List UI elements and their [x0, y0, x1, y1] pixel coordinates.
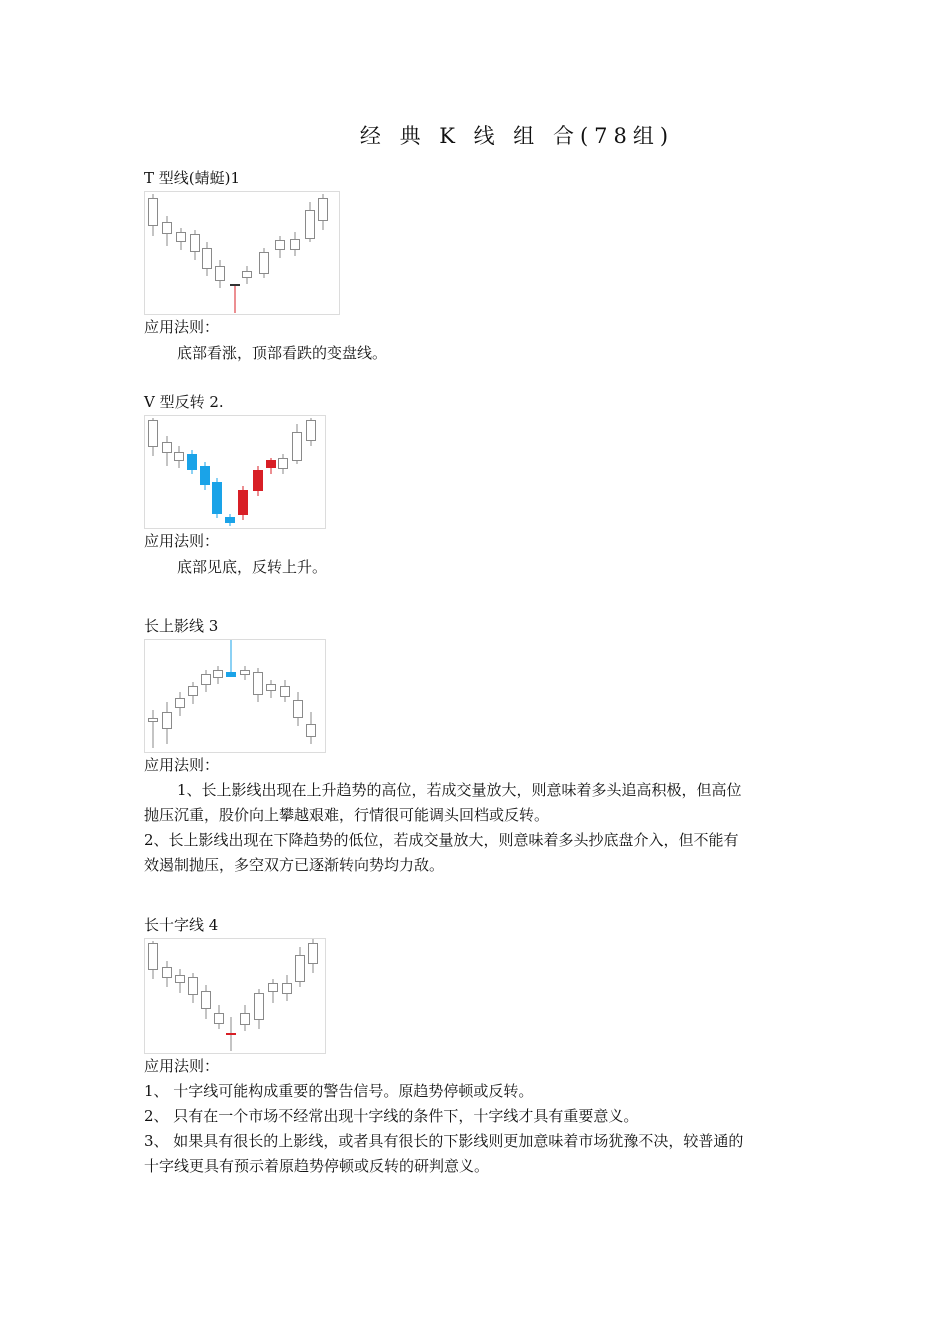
section-long-upper-shadow [144, 616, 814, 878]
candlestick-figure-v-reversal [144, 415, 326, 529]
rule-text: 1、长上影线出现在上升趋势的高位，若成交量放大，则意味着多头追高积极，但高位 [177, 781, 742, 799]
candlestick-figure-t-line [144, 191, 340, 315]
candlestick-figure-long-doji [144, 938, 326, 1054]
rule-label: 应用法则： [144, 318, 220, 336]
rule-text: 十字线更具有预示着原趋势停顿或反转的研判意义。 [144, 1157, 490, 1175]
rule-text: 1、 十字线可能构成重要的警告信号。原趋势停顿或反转。 [144, 1082, 534, 1100]
candlestick-figure-long-upper-shadow [144, 639, 326, 753]
section-v-reversal [144, 392, 814, 580]
rule-text: 抛压沉重，股价向上攀越艰难，行情很可能调头回档或反转。 [144, 806, 550, 824]
rule-text: 2、长上影线出现在下降趋势的低位，若成交量放大，则意味着多头抄底盘介入，但不能有 [144, 831, 739, 849]
section-long-doji [144, 915, 814, 1179]
section-heading: 长上影线 3 [144, 617, 219, 635]
rule-label: 应用法则： [144, 756, 220, 774]
rule-text: 底部见底，反转上升。 [177, 558, 328, 576]
rule-text: 效遏制抛压，多空双方已逐渐转向势均力敌。 [144, 856, 445, 874]
section-heading: V 型反转 2. [144, 393, 224, 411]
section-heading: 长十字线 4 [144, 916, 219, 934]
rule-text: 3、 如果具有很长的上影线，或者具有很长的下影线则更加意味着市场犹豫不决，较普通的 [144, 1132, 744, 1150]
section-heading: T 型线(蜻蜓)1 [144, 169, 241, 187]
rule-label: 应用法则： [144, 532, 220, 550]
page-title: 经 典 K 线 组 合(78组) [359, 124, 675, 148]
rule-text: 底部看涨，顶部看跌的变盘线。 [177, 344, 388, 362]
section-t-line [144, 168, 814, 366]
rule-text: 2、 只有在一个市场不经常出现十字线的条件下，十字线才具有重要意义。 [144, 1107, 639, 1125]
rule-label: 应用法则： [144, 1057, 220, 1075]
